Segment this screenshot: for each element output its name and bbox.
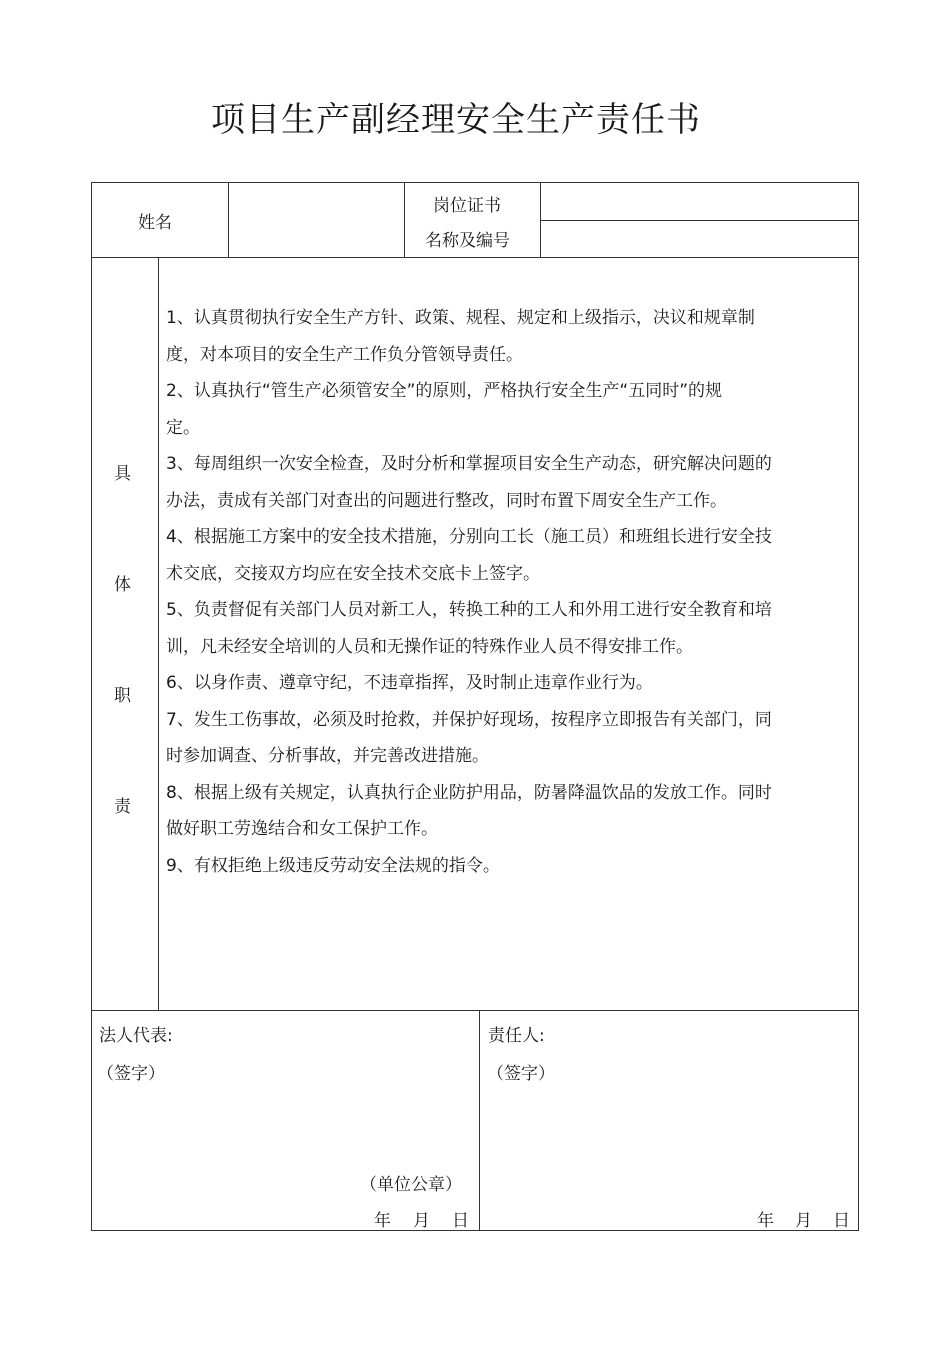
duty-line: 定。 [166,417,200,438]
duty-line: 9、有权拒绝上级违反劳动安全法规的指令。 [166,855,500,876]
duties-label-divider [158,257,159,1011]
cert-label-line2: 名称及编号 [425,231,510,251]
duties-list [166,300,816,884]
duty-line: 3、每周组织一次安全检查，及时分析和掌握项目安全生产动态，研究解决问题的 [166,454,772,474]
responsible-person-label: 责任人: [488,1026,545,1046]
duties-side-label-char-4: 责 [114,797,131,817]
right-date-month: 月 [795,1211,812,1231]
duty-line: 6、以身作责、遵章守纪，不违章指挥，及时制止违章作业行为。 [166,673,653,693]
responsible-person-sign: （签字） [487,1064,555,1084]
duty-line: 做好职工劳逸结合和女工保护工作。 [166,819,438,839]
cert-label-left-divider [404,182,405,258]
left-date-day: 日 [452,1211,469,1231]
duties-bottom-border [91,1010,859,1011]
duty-line: 办法，责成有关部门对查出的问题进行整改，同时布置下周安全生产工作。 [166,490,727,511]
right-date-day: 日 [833,1211,850,1231]
duties-side-label-char-2: 体 [114,575,131,595]
duty-line: 2、认真执行“管生产必须管安全”的原则，严格执行安全生产“五同时”的规 [166,381,723,401]
duty-line: 1、认真贯彻执行安全生产方针、政策、规程、规定和上级指示，决议和规章制 [166,308,755,328]
name-col-divider [228,182,229,258]
signature-divider [479,1010,480,1231]
table-border-left [91,182,92,1231]
duties-side-label-char-3: 职 [114,686,131,706]
left-date-year: 年 [374,1211,391,1231]
duty-line: 8、根据上级有关规定，认真执行企业防护用品，防暑降温饮品的发放工作。同时 [166,782,772,803]
duty-line: 5、负责督促有关部门人员对新工人，转换工种的工人和外用工进行安全教育和培 [166,600,772,620]
duty-line: 训，凡未经安全培训的人员和无操作证的特殊作业人员不得安排工作。 [166,636,693,657]
duties-side-label-char-1: 具 [114,464,131,484]
cert-label-line1: 岗位证书 [433,196,501,216]
table-border-bottom [91,1230,859,1231]
cert-label-right-divider [540,182,541,258]
unit-seal-label: （单位公章） [360,1175,462,1195]
cert-row-divider [540,220,859,221]
legal-rep-label: 法人代表: [99,1026,173,1046]
right-date-year: 年 [757,1211,774,1231]
duty-line: 7、发生工伤事故，必须及时抢救，并保护好现场，按程序立即报告有关部门，同 [166,709,772,730]
header-bottom-border [91,257,859,258]
name-label: 姓名 [138,213,172,233]
table-border-top [91,182,859,183]
duty-line: 时参加调查、分析事故，并完善改进措施。 [166,746,489,766]
table-border-right [858,182,859,1231]
duty-line: 4、根据施工方案中的安全技术措施，分别向工长（施工员）和班组长进行安全技 [166,527,772,547]
document-title: 项目生产副经理安全生产责任书 [211,100,701,140]
duty-line: 术交底，交接双方均应在安全技术交底卡上签字。 [166,563,540,584]
duty-line: 度，对本项目的安全生产工作负分管领导责任。 [166,344,523,365]
legal-rep-sign: （签字） [97,1064,165,1084]
left-date-month: 月 [413,1211,430,1231]
